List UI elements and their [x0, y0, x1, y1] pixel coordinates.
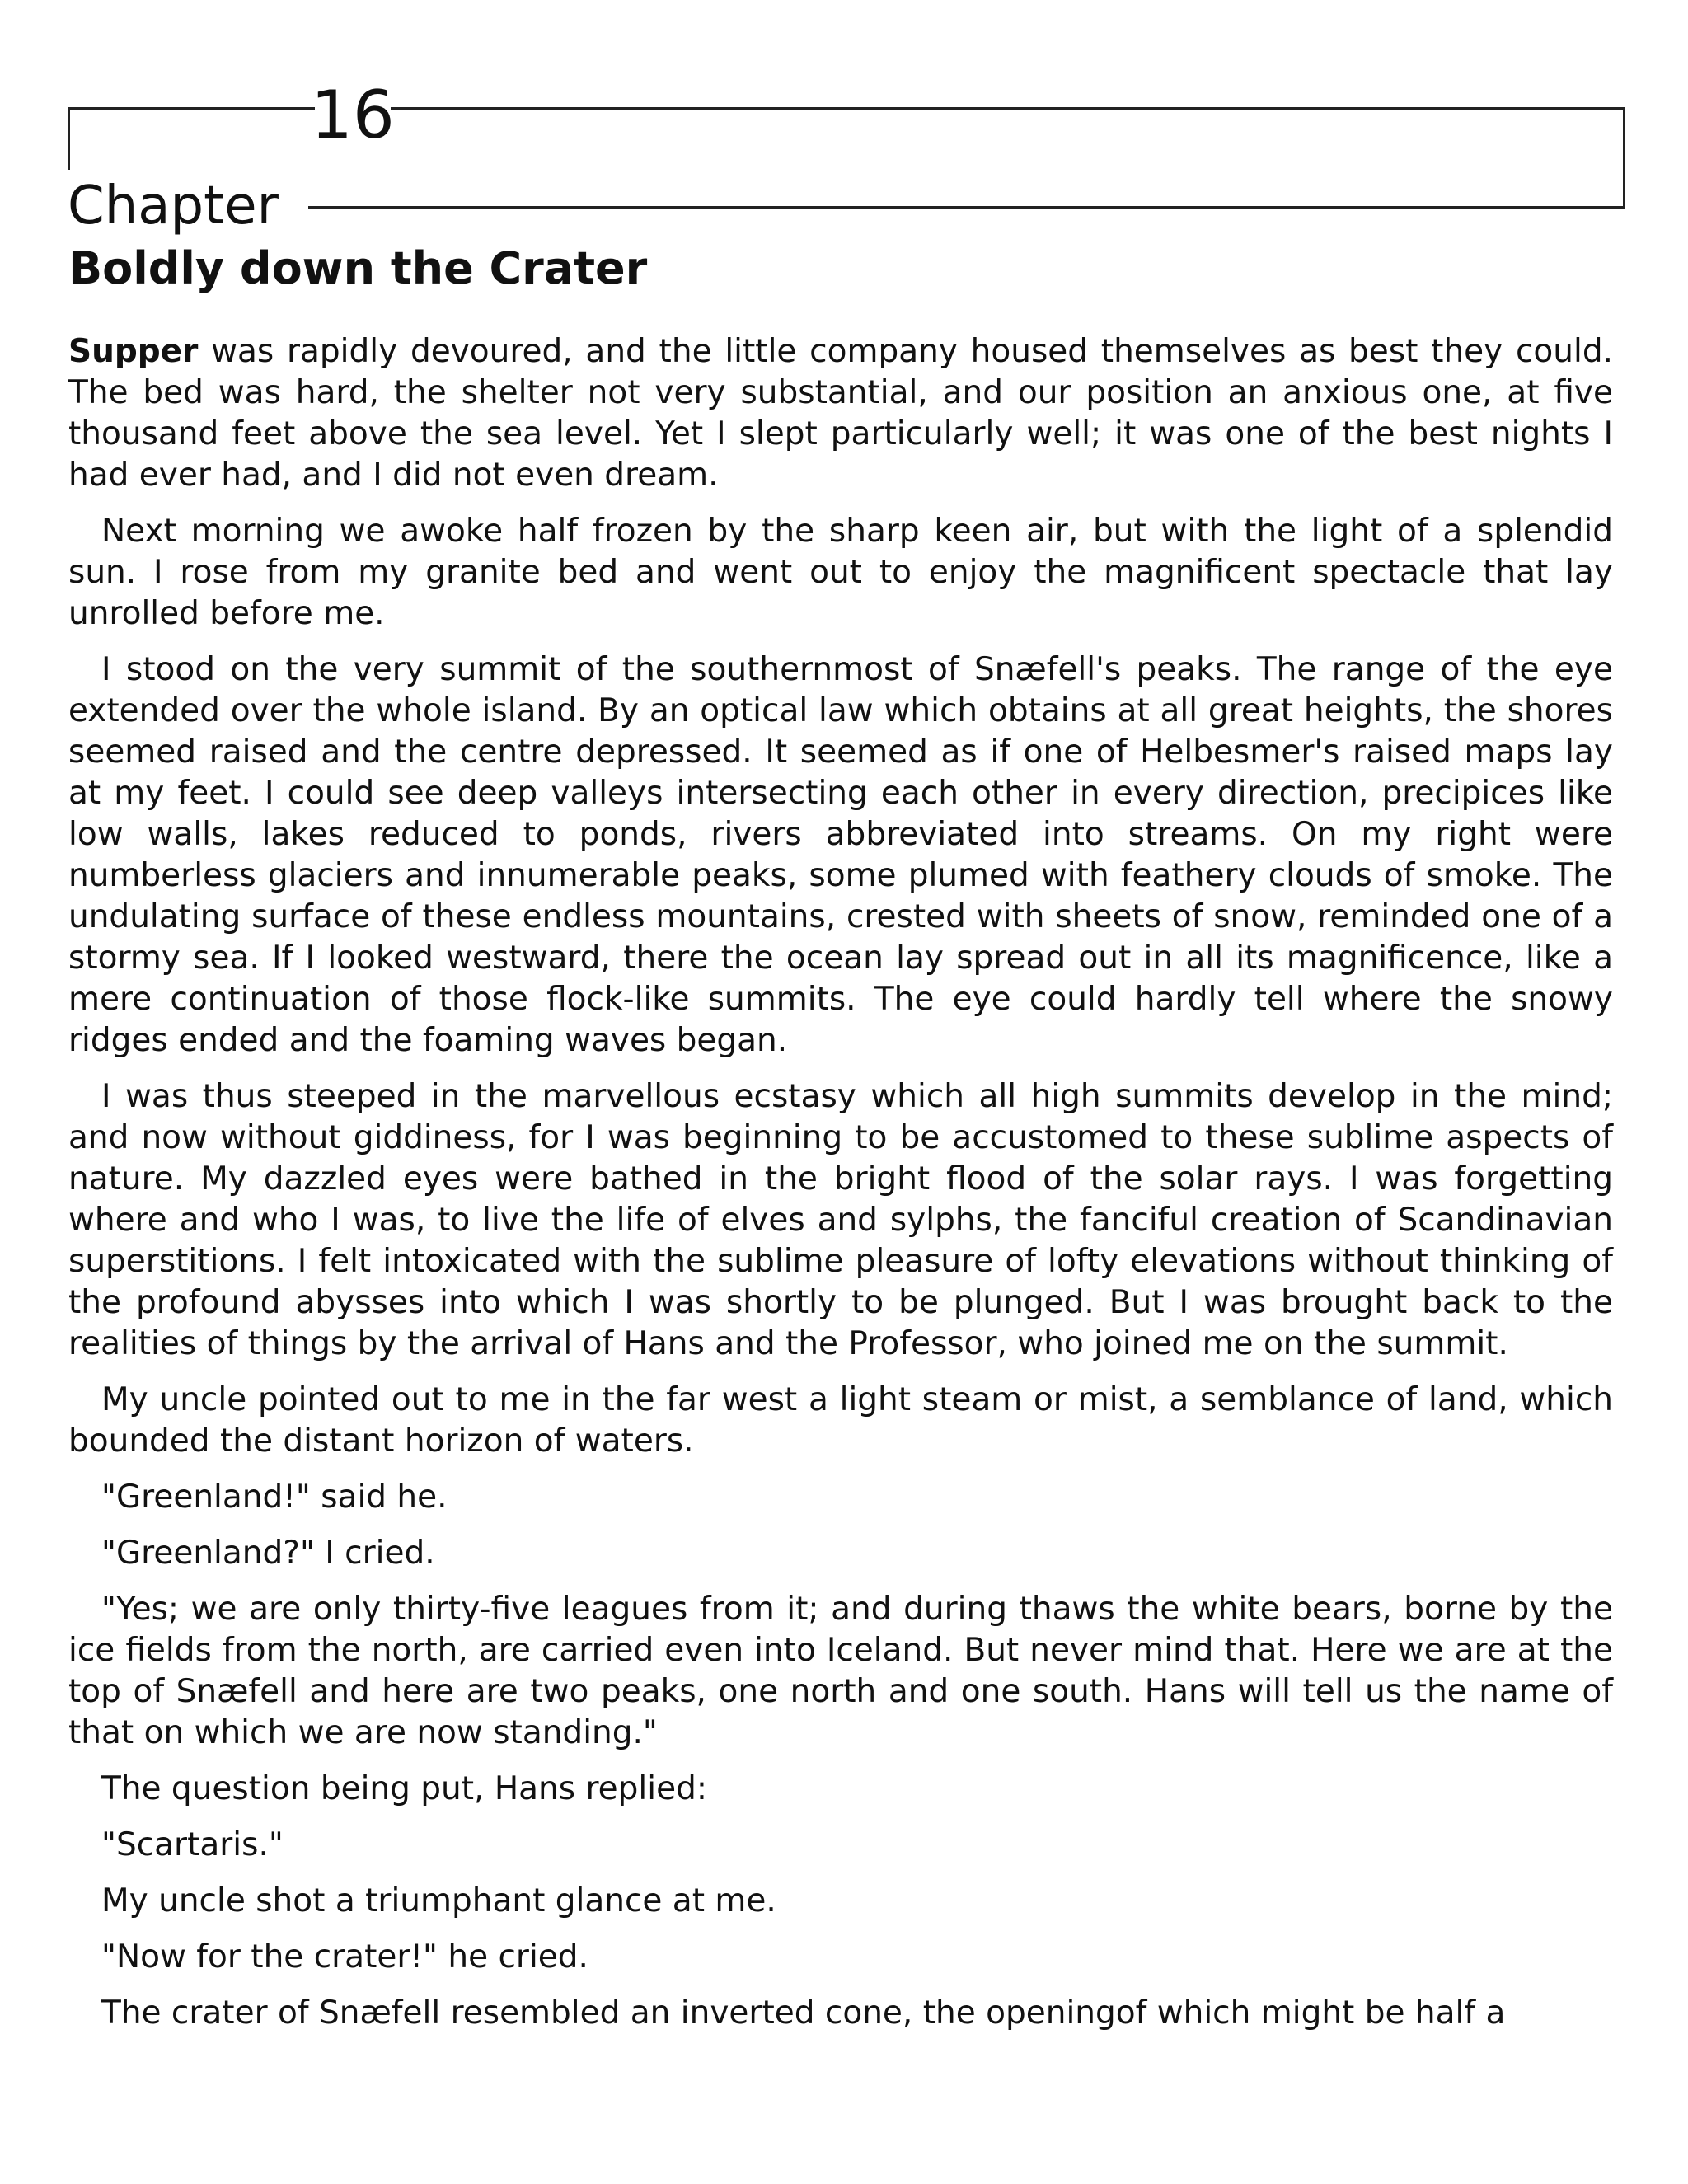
- header-frame-rule: [68, 107, 315, 110]
- paragraph: "Now for the crater!" he cried.: [101, 1938, 588, 1975]
- header-frame-rule: [1623, 107, 1625, 206]
- chapter-title: Boldly down the Crater: [68, 242, 648, 294]
- paragraph: [68, 331, 1613, 496]
- lead-word: Supper: [68, 333, 199, 370]
- chapter-body: [68, 331, 1613, 2049]
- paragraph: My uncle shot a triumphant glance at me.: [101, 1882, 776, 1919]
- paragraph: Next morning we awoke half frozen by the sharp keen air, but with the light of a splendid sun. I rose from my granite bed and went out to enjoy the magnificent spectacle that lay unrolled before me.: [68, 513, 1613, 632]
- paragraph-text: was rapidly devoured, and the little company housed themselves as best they could. The bed was hard, the shelter not very substantial, and our position an anxious one, at five thousand feet above the sea level. Yet I slept particularly well; it was one of the best nights I had ever had, and I did not even dream.: [68, 333, 1613, 494]
- paragraph: "Greenland?" I cried.: [101, 1535, 435, 1572]
- paragraph: My uncle pointed out to me in the far west a light steam or mist, a semblance of land, which bounded the distant horizon of waters.: [68, 1381, 1613, 1460]
- paragraph: "Greenland!" said he.: [101, 1479, 448, 1516]
- header-frame-rule: [308, 206, 1625, 209]
- header-frame-rule: [68, 107, 70, 170]
- paragraph: "Yes; we are only thirty-five leagues from it; and during thaws the white bears, borne by the ice fields from the north, are carried even into Iceland. But never mind that. Here we are at the top of Snæfell and here are two peaks, one north and one south. Hans will tell us the name of that on which we are now standing.": [68, 1591, 1613, 1751]
- paragraph: I stood on the very summit of the southernmost of Snæfell's peaks. The range of the eye extended over the whole island. By an optical law which obtains at all great heights, the shores seemed raised and the centre depressed. It seemed as if one of Helbesmer's raised maps lay at my feet. I could see deep valleys intersecting each other in every direction, precipices like low walls, lakes reduced to ponds, rivers abbreviated into streams. On my right were numberless glaciers and innumerable peaks, some plumed with feathery clouds of smoke. The undulating surface of these endless mountains, crested with sheets of snow, reminded one of a stormy sea. If I looked westward, there the ocean lay spread out in all its magnificence, like a mere continuation of those flock-like summits. The eye could hardly tell where the snowy ridges ended and the foaming waves began.: [68, 651, 1613, 1059]
- header-frame-rule: [391, 107, 1625, 110]
- paragraph: The crater of Snæfell resembled an inverted cone, the openingof which might be half a: [101, 1994, 1506, 2032]
- chapter-number: 16: [311, 77, 395, 153]
- chapter-label: Chapter: [68, 176, 279, 237]
- paragraph: I was thus steeped in the marvellous ecstasy which all high summits develop in the mind; and now without giddiness, for I was beginning to be accustomed to these sublime aspects of nature. My dazzled eyes were bathed in the bright flood of the solar rays. I was forgetting where and who I was, to live the life of elves and sylphs, the fanciful creation of Scandinavian superstitions. I felt intoxicated with the sublime pleasure of lofty elevations without thinking of the profound abysses into which I was shortly to be plunged. But I was brought back to the realities of things by the arrival of Hans and the Professor, who joined me on the summit.: [68, 1078, 1613, 1362]
- chapter-header: [68, 77, 1625, 237]
- paragraph: The question being put, Hans replied:: [101, 1770, 707, 1807]
- paragraph: "Scartaris.": [101, 1826, 284, 1863]
